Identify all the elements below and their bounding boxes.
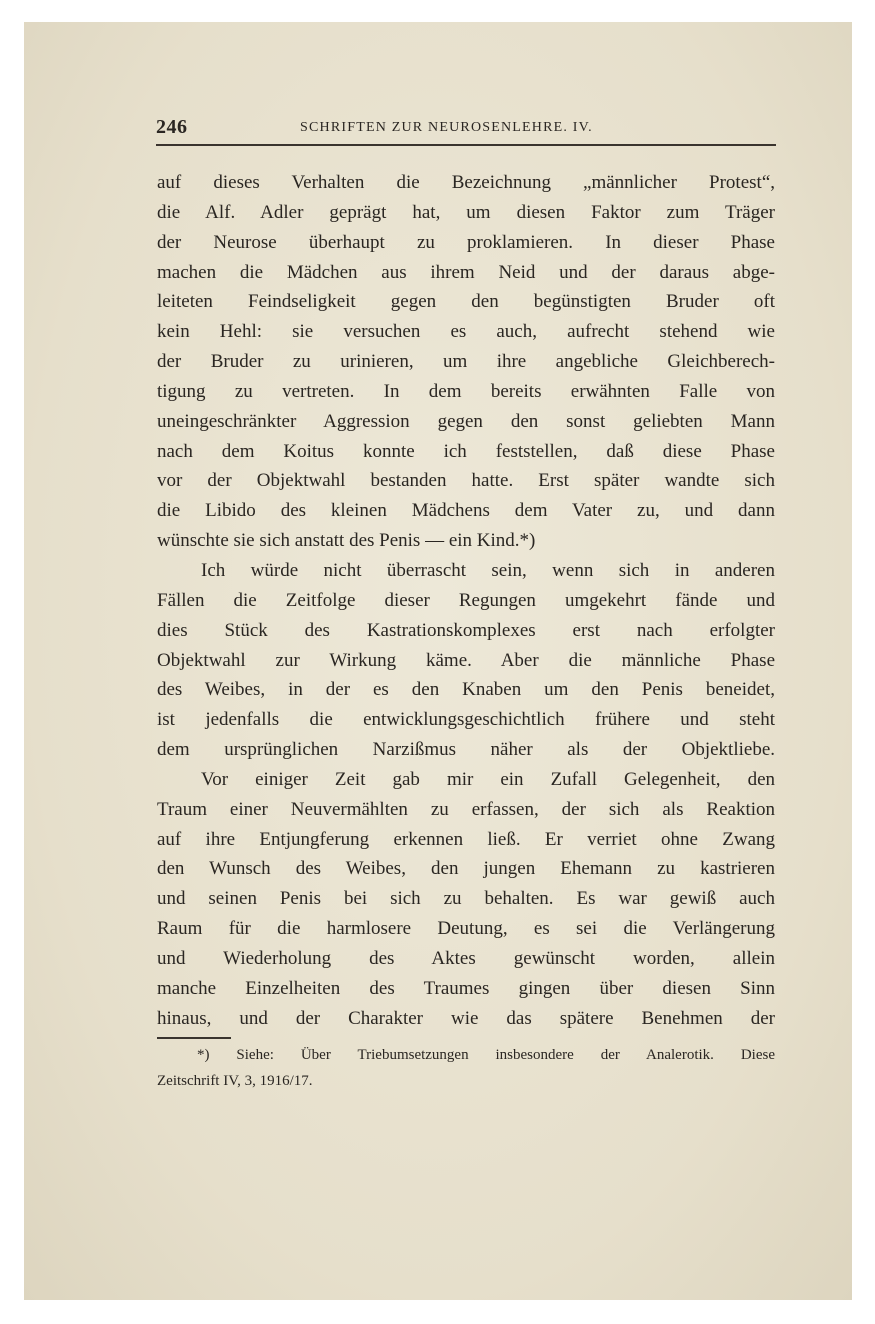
header-rule [156,144,776,146]
text-line: des Weibes, in der es den Knaben um den Penis beneidet, [157,679,775,701]
text-line: tigung zu vertreten. In dem bereits erwähnten Falle von [157,380,775,402]
text-line: dem ursprünglichen Narzißmus näher als der Objektliebe. [157,739,775,761]
footnote-line: *) Siehe: Über Triebumsetzungen insbesondere der Analerotik. Diese [197,1047,775,1063]
text-line: auf ihre Entjungferung erkennen ließ. Er verriet ohne Zwang [157,828,775,850]
text-line: nach dem Koitus konnte ich feststellen, daß diese Phase [157,440,775,462]
text-line: der Neurose überhaupt zu proklamieren. In dieser Phase [157,231,775,253]
text-line: und Wiederholung des Aktes gewünscht worden, allein [157,947,775,969]
text-line: Ich würde nicht überrascht sein, wenn sich in anderen [201,559,775,581]
running-title: SCHRIFTEN ZUR NEUROSENLEHRE. IV. [300,120,593,135]
page-header [156,112,776,144]
text-line: wünschte sie sich anstatt des Penis — ein Kind.*) [157,530,536,552]
text-line: uneingeschränkter Aggression gegen den sonst geliebten Mann [157,410,775,432]
text-line: die Alf. Adler geprägt hat, um diesen Faktor zum Träger [157,201,775,223]
text-line: den Wunsch des Weibes, den jungen Ehemann zu kastrieren [157,858,775,880]
text-line: ist jedenfalls die entwicklungsgeschichtlich frühere und steht [157,709,775,731]
body-text [157,168,775,1033]
text-line: der Bruder zu urinieren, um ihre angebliche Gleichberech- [157,351,775,373]
text-line: Fällen die Zeitfolge dieser Regungen umgekehrt fände und [157,589,775,611]
footnote-rule [157,1037,231,1039]
text-line: Raum für die harmlosere Deutung, es sei die Verlängerung [157,918,775,940]
text-line: auf dieses Verhalten die Bezeichnung „männlicher Protest“, [157,172,775,193]
text-line: kein Hehl: sie versuchen es auch, aufrecht stehend wie [157,321,775,343]
text-line: Objektwahl zur Wirkung käme. Aber die männliche Phase [157,649,775,671]
text-line: Traum einer Neuvermählten zu erfassen, der sich als Reaktion [157,798,775,820]
text-line: hinaus, und der Charakter wie das spätere Benehmen der [157,1007,775,1029]
book-page [24,22,852,1300]
text-line: leiteten Feindseligkeit gegen den begünstigten Bruder oft [157,291,775,313]
text-line: und seinen Penis bei sich zu behalten. Es war gewiß auch [157,888,775,910]
footnote-line: Zeitschrift IV, 3, 1916/17. [157,1073,313,1089]
page-number: 246 [156,116,188,138]
text-line: dies Stück des Kastrationskomplexes erst nach erfolgter [157,619,775,641]
text-line: die Libido des kleinen Mädchens dem Vater zu, und dann [157,500,775,522]
text-line: machen die Mädchen aus ihrem Neid und der daraus abge- [157,261,775,283]
footnote [157,1042,775,1094]
text-line: manche Einzelheiten des Traumes gingen über diesen Sinn [157,977,775,999]
text-line: Vor einiger Zeit gab mir ein Zufall Gelegenheit, den [201,768,775,790]
text-line: vor der Objektwahl bestanden hatte. Erst später wandte sich [157,470,775,492]
